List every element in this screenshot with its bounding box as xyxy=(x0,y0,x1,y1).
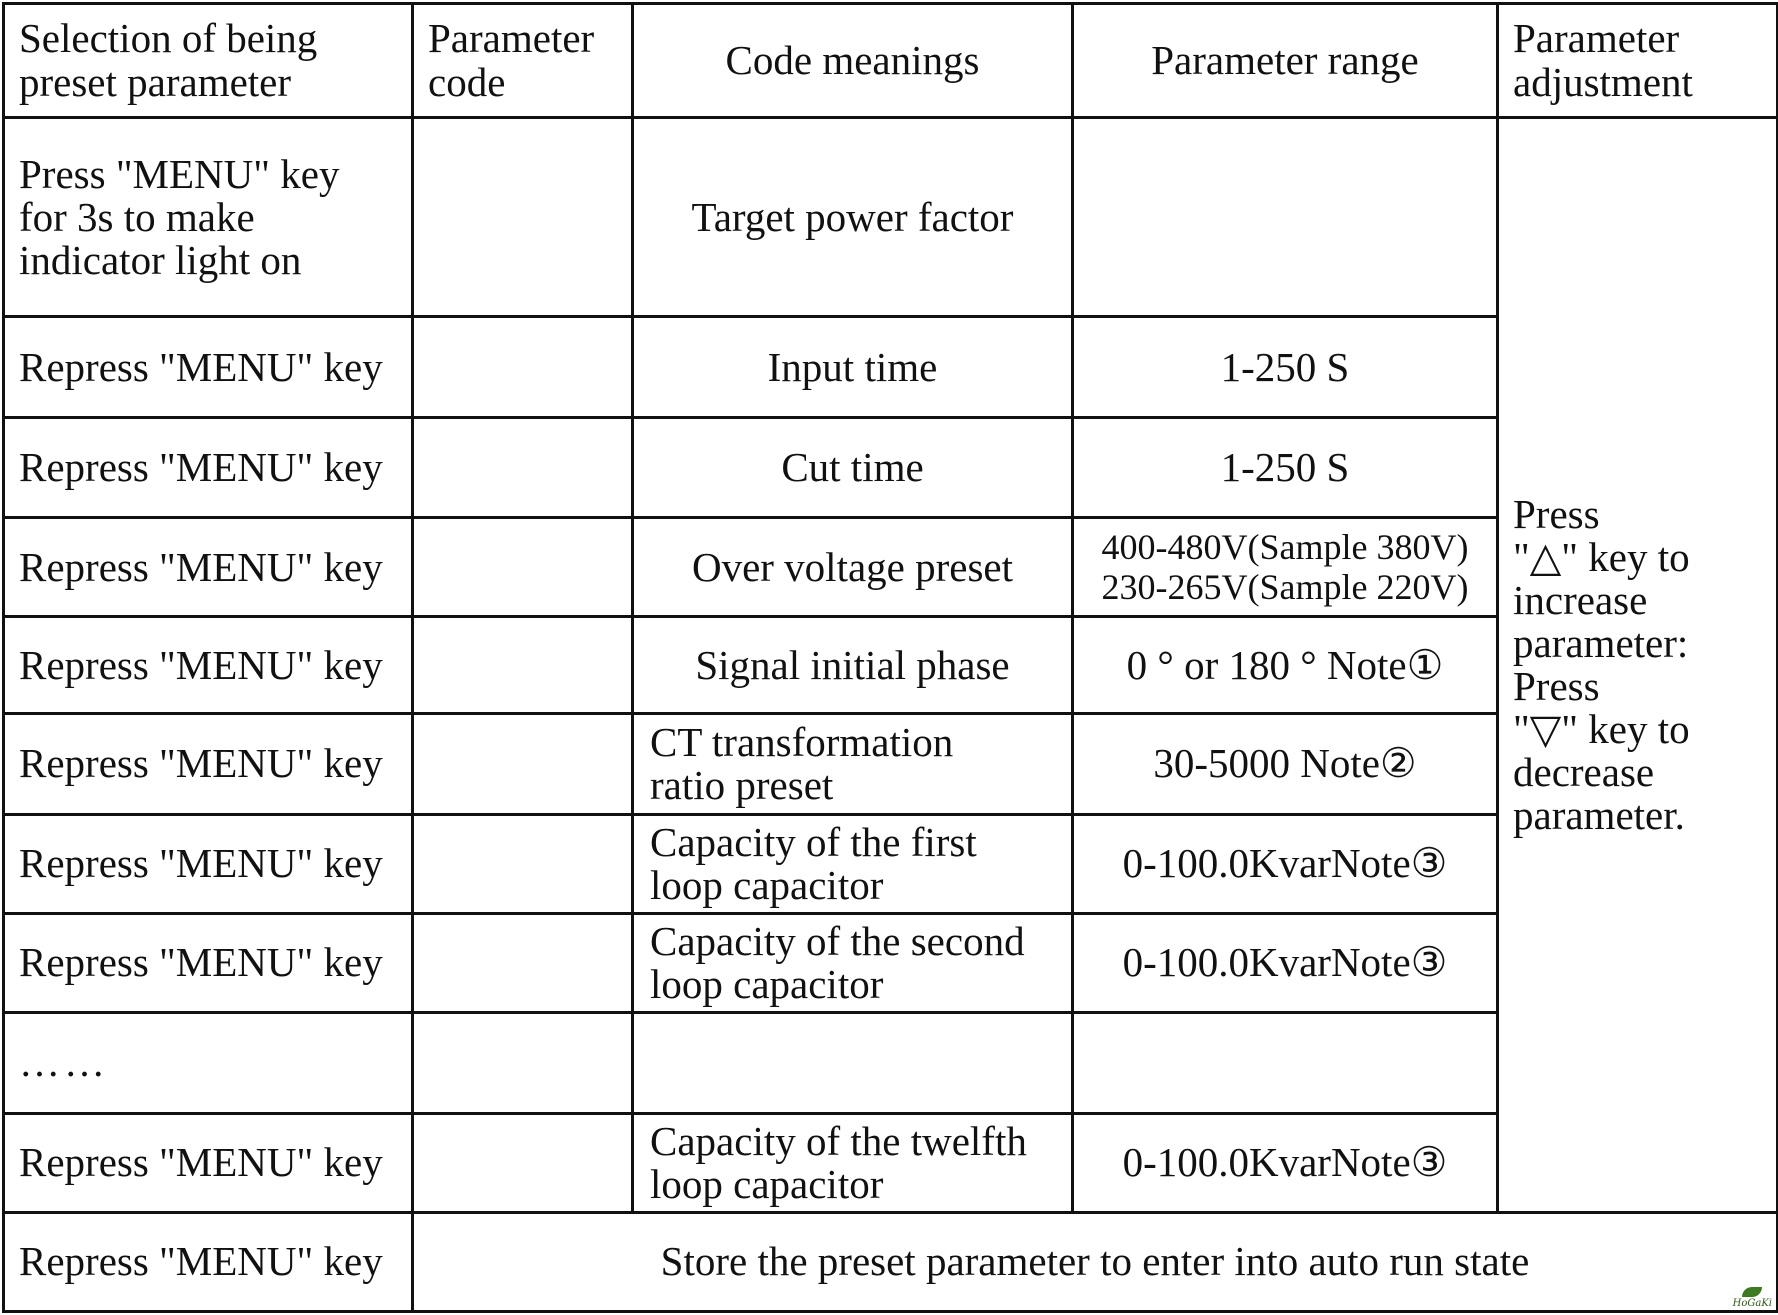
selection-line-1: Repress "MENU" key xyxy=(19,543,383,590)
selection-cell xyxy=(4,118,413,317)
selection-line-1: Repress "MENU" key xyxy=(19,740,383,787)
adjustment-line-4: parameter: xyxy=(1513,619,1689,666)
selection-cell xyxy=(4,617,413,714)
meaning-line-1: CT transformation xyxy=(650,718,954,765)
meaning-line-1: Cut time xyxy=(781,444,924,491)
range-line-1: 0-100.0KvarNote③ xyxy=(1122,1139,1448,1186)
parameter-range-cell xyxy=(1073,418,1498,518)
selection-cell xyxy=(4,814,413,913)
parameter-code-cell xyxy=(413,714,633,814)
header-meaning: Code meanings xyxy=(633,4,1073,118)
selection-line-3: indicator light on xyxy=(19,236,302,283)
leaf-icon xyxy=(1742,1287,1762,1297)
parameter-table xyxy=(2,2,1778,1313)
meaning-line-1: Target power factor xyxy=(691,193,1014,240)
parameter-code-cell xyxy=(413,814,633,913)
meaning-line-1: Capacity of the second xyxy=(650,917,1025,964)
header-code xyxy=(413,4,633,118)
brand-logo-text: HoGaKi xyxy=(1732,1298,1772,1309)
meaning-line-2: ratio preset xyxy=(650,762,834,808)
selection-line-1: Repress "MENU" key xyxy=(19,1139,383,1186)
code-meaning-cell xyxy=(633,418,1073,518)
range-line-1: 30-5000 Note② xyxy=(1153,740,1417,787)
adjustment-line-1: Press xyxy=(1513,490,1600,537)
range-line-1: 0 ° or 180 ° Note① xyxy=(1126,641,1444,688)
adjustment-line-7: decrease xyxy=(1513,749,1655,796)
selection-line-1: Repress "MENU" key xyxy=(19,343,383,390)
code-meaning-cell xyxy=(633,1012,1073,1113)
code-meaning-cell xyxy=(633,518,1073,617)
selection-line-1: Repress "MENU" key xyxy=(19,641,383,688)
adjustment-line-6: "▽" key to xyxy=(1513,705,1690,752)
header-code-line-2: code xyxy=(428,58,506,105)
meaning-line-1: Capacity of the first xyxy=(650,818,977,865)
selection-cell xyxy=(4,913,413,1012)
header-adjustment xyxy=(1498,4,1778,118)
adjustment-line-3: increase xyxy=(1513,576,1648,623)
parameter-range-cell xyxy=(1073,617,1498,714)
selection-cell xyxy=(4,518,413,617)
meaning-line-1: Signal initial phase xyxy=(695,641,1010,688)
parameter-range-cell xyxy=(1073,1113,1498,1212)
code-meaning-cell xyxy=(633,1113,1073,1212)
code-meaning-cell xyxy=(633,317,1073,418)
brand-logo xyxy=(1733,1287,1772,1309)
code-meaning-cell xyxy=(633,913,1073,1012)
parameter-code-cell xyxy=(413,617,633,714)
code-meaning-cell xyxy=(633,617,1073,714)
selection-line-1: Press "MENU" key xyxy=(19,150,340,197)
adjustment-line-5: Press xyxy=(1513,662,1600,709)
selection-line-1: Repress "MENU" key xyxy=(19,939,383,986)
parameter-range-cell xyxy=(1073,1012,1498,1113)
store-description-cell: Store the preset parameter to enter into auto run state xyxy=(413,1212,1778,1311)
selection-line-1: Repress "MENU" key xyxy=(19,840,383,887)
parameter-code-cell xyxy=(413,418,633,518)
header-selection xyxy=(4,4,413,118)
meaning-line-2: loop capacitor xyxy=(650,861,884,908)
selection-cell xyxy=(4,1113,413,1212)
parameter-range-cell xyxy=(1073,814,1498,913)
range-line-1: 1-250 S xyxy=(1220,444,1350,491)
parameter-code-cell xyxy=(413,1113,633,1212)
header-selection-line-2: preset parameter xyxy=(19,58,292,105)
range-line-1: 1-250 S xyxy=(1220,343,1350,390)
parameter-adjustment-cell xyxy=(1498,118,1778,1213)
parameter-code-cell xyxy=(413,913,633,1012)
header-code-line-1: Parameter xyxy=(428,15,595,62)
parameter-range-cell xyxy=(1073,518,1498,617)
meaning-line-2: loop capacitor xyxy=(650,1160,884,1207)
selection-line-2: for 3s to make xyxy=(19,193,255,240)
adjustment-line-2: "△" key to xyxy=(1513,533,1690,580)
selection-cell xyxy=(4,1012,413,1113)
meaning-line-2: loop capacitor xyxy=(650,960,884,1007)
range-line-1: 0-100.0KvarNote③ xyxy=(1122,840,1448,887)
range-line-1: 0-100.0KvarNote③ xyxy=(1122,939,1448,986)
selection-cell xyxy=(4,418,413,518)
range-line-1: 400-480V(Sample 380V) xyxy=(1101,527,1469,568)
table-row xyxy=(4,118,1778,317)
store-row xyxy=(4,1212,1778,1311)
selection-cell xyxy=(4,714,413,814)
adjustment-line-8: parameter. xyxy=(1513,792,1685,839)
header-row xyxy=(4,4,1778,118)
header-selection-line-1: Selection of being xyxy=(19,15,318,62)
parameter-code-cell xyxy=(413,1012,633,1113)
meaning-line-1: Over voltage preset xyxy=(691,543,1014,590)
meaning-line-1: Capacity of the twelfth xyxy=(650,1117,1027,1164)
store-selection-cell: Repress "MENU" key xyxy=(4,1212,413,1311)
parameter-range-cell xyxy=(1073,913,1498,1012)
selection-line-1: Repress "MENU" key xyxy=(19,444,383,491)
header-adjustment-line-2: adjustment xyxy=(1513,58,1693,105)
meaning-line-1: Input time xyxy=(767,343,938,390)
parameter-code-cell xyxy=(413,518,633,617)
parameter-range-cell xyxy=(1073,714,1498,814)
parameter-code-cell xyxy=(413,118,633,317)
code-meaning-cell xyxy=(633,814,1073,913)
header-range: Parameter range xyxy=(1073,4,1498,118)
code-meaning-cell xyxy=(633,714,1073,814)
parameter-code-cell xyxy=(413,317,633,418)
parameter-range-cell xyxy=(1073,317,1498,418)
selection-cell xyxy=(4,317,413,418)
code-meaning-cell xyxy=(633,118,1073,317)
parameter-range-cell xyxy=(1073,118,1498,317)
header-adjustment-line-1: Parameter xyxy=(1513,15,1680,62)
selection-line-1: …… xyxy=(19,1039,109,1086)
range-line-2: 230-265V(Sample 220V) xyxy=(1101,567,1469,608)
